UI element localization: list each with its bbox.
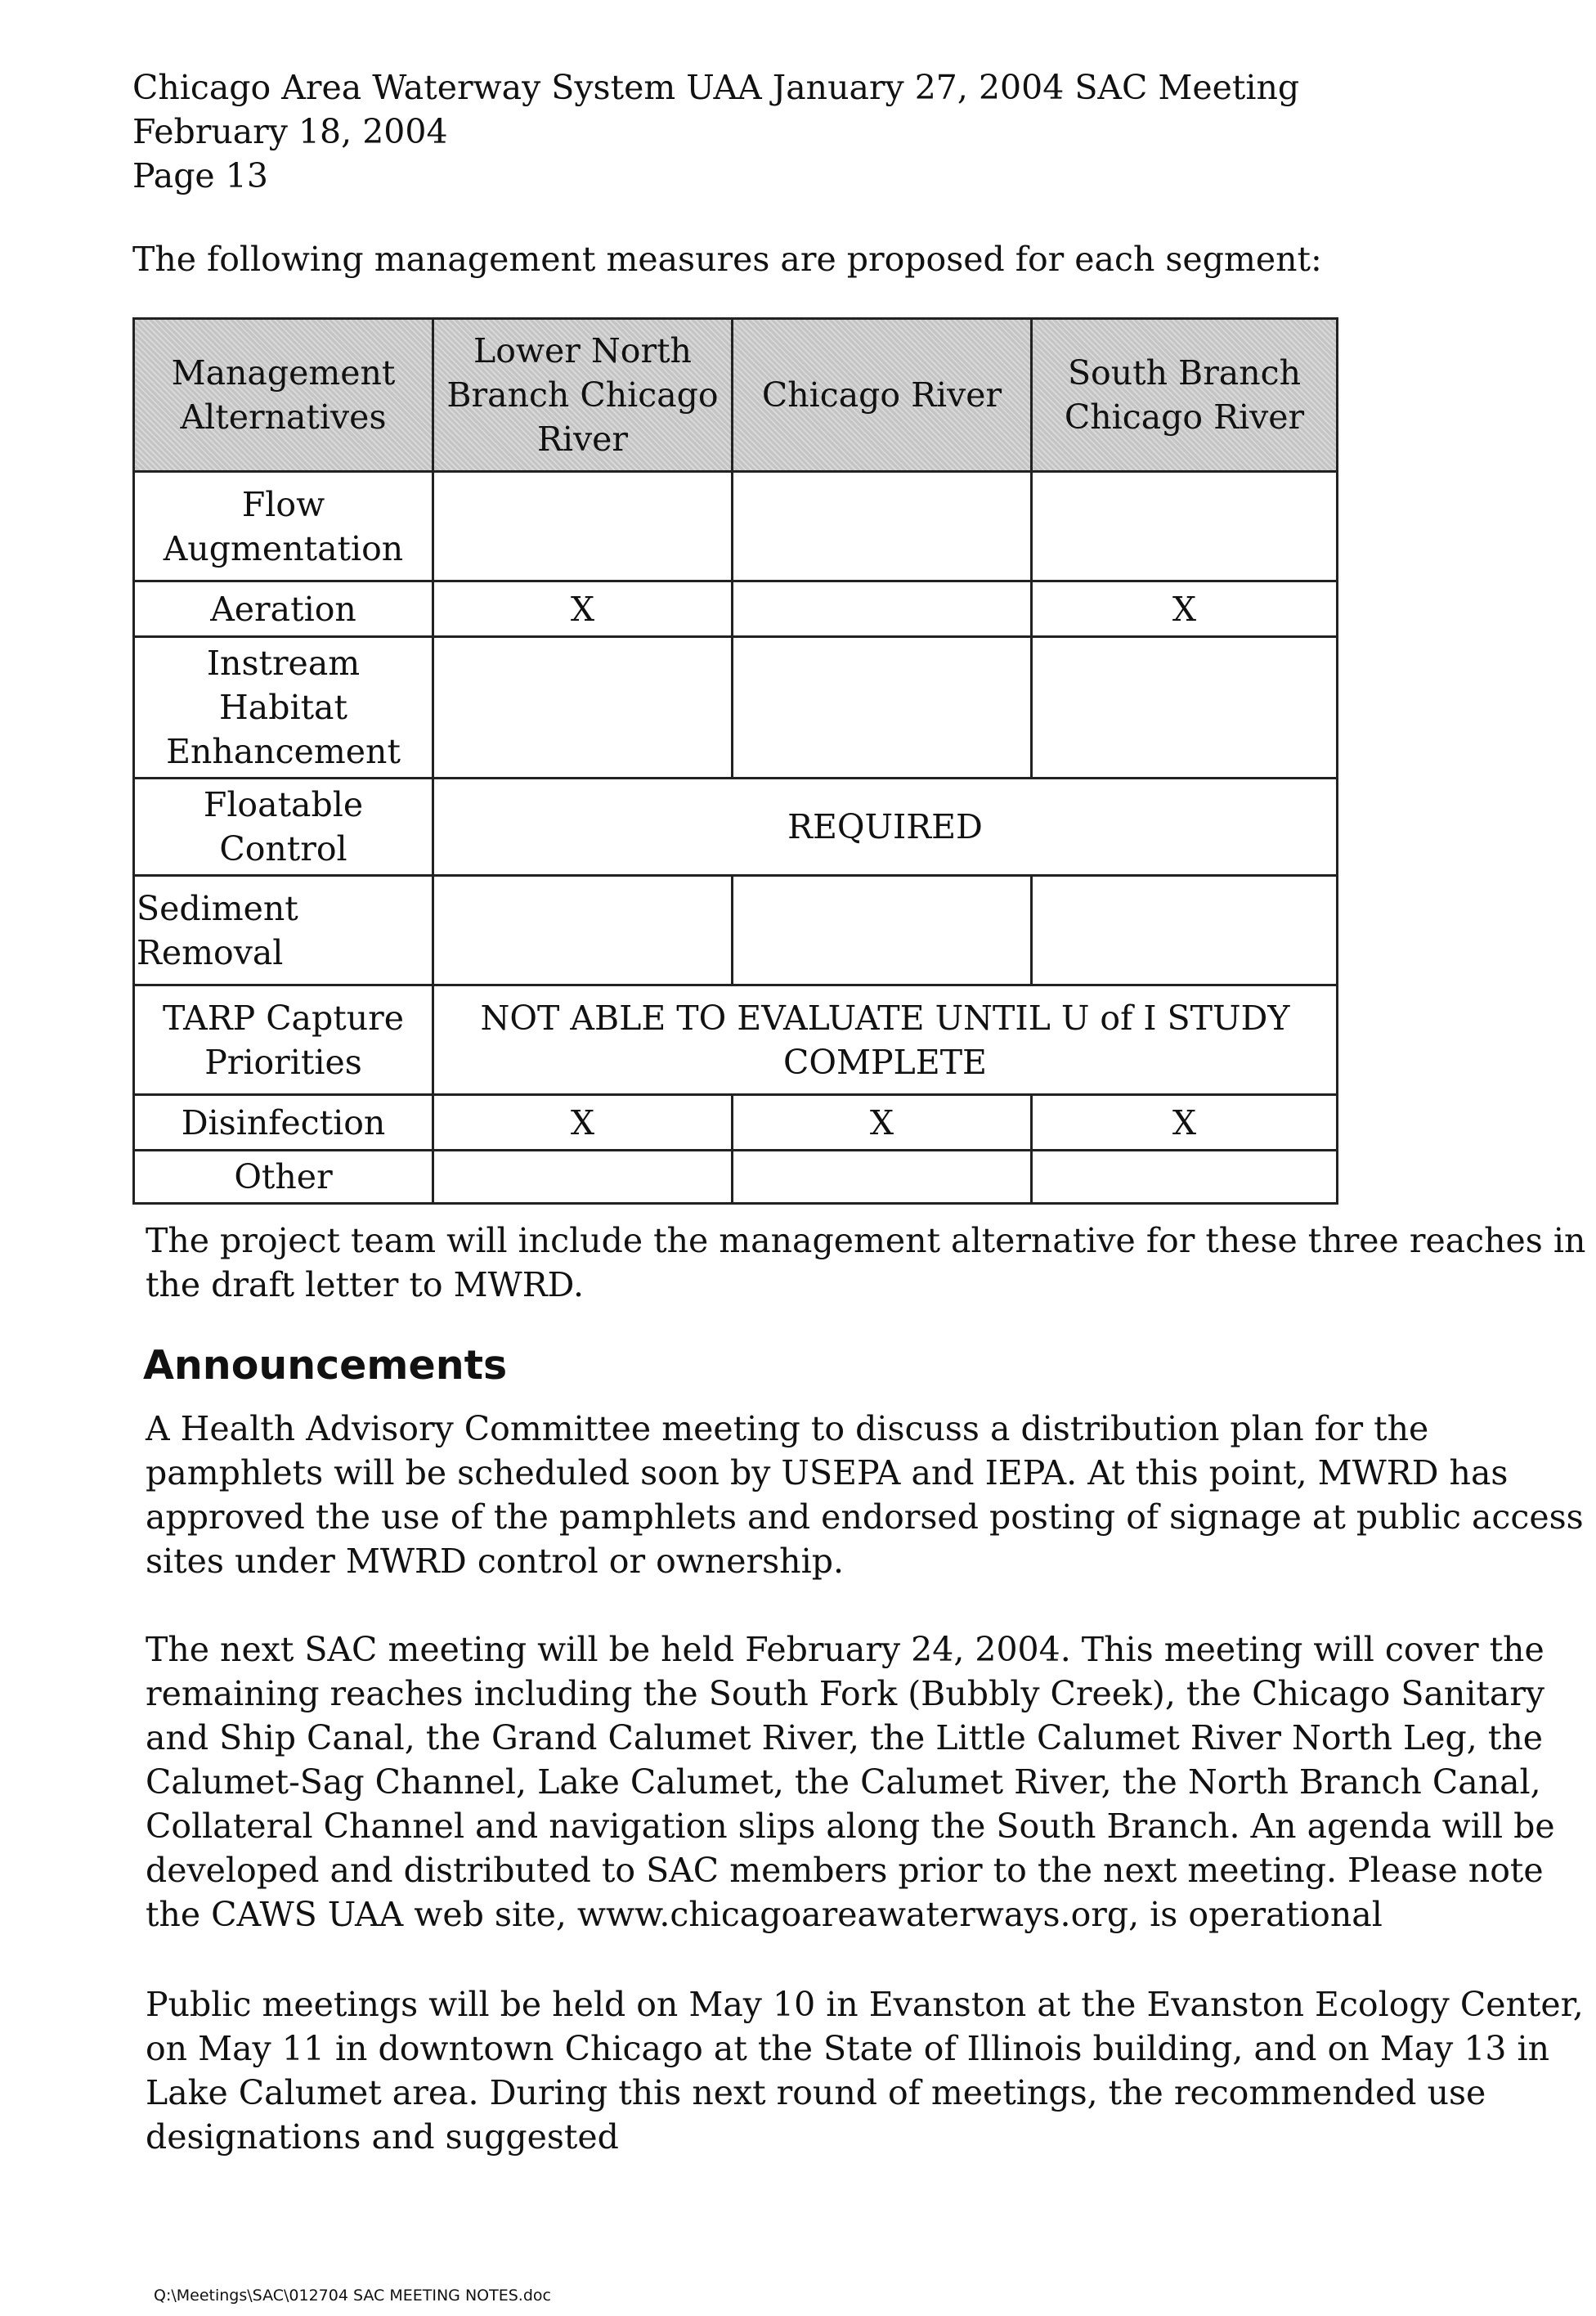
header-title: Chicago Area Waterway System UAA January 27, 2004 SAC Meeting (132, 68, 1300, 107)
table-row (134, 1151, 1338, 1204)
document-path-footer: Q:\Meetings\SAC\012704 SAC MEETING NOTES.doc (154, 2287, 551, 2305)
after-table-paragraph: The project team will include the management alternative for these three reaches in the draft letter to MWRD. (146, 1221, 1586, 1304)
announcements-paragraph-3: Public meetings will be held on May 10 in Evanston at the Evanston Ecology Center, on May 11 in downtown Chicago at the State of Illinois building, and on May 13 in Lake Calumet area. During this next round of meetings, the recommended use designations and suggested (146, 1985, 1584, 2157)
table-cell (733, 581, 1032, 637)
table-cell (433, 637, 733, 779)
table-cell (433, 876, 733, 985)
page-header (132, 65, 1299, 198)
table-cell: X (733, 1095, 1032, 1151)
table-cell: X (1032, 581, 1338, 637)
row-label: Sediment Removal (134, 876, 433, 985)
intro-sentence: The following management measures are proposed for each segment: (132, 240, 1322, 279)
table-cell (733, 876, 1032, 985)
header-south-branch: South Branch Chicago River (1032, 319, 1338, 472)
row-label: Floatable Control (134, 779, 433, 876)
table-cell (733, 472, 1032, 581)
table-cell: X (1032, 1095, 1338, 1151)
table-cell: X (433, 1095, 733, 1151)
table-row (134, 472, 1338, 581)
table-cell (1032, 1151, 1338, 1204)
announcements-paragraph-1: A Health Advisory Committee meeting to discuss a distribution plan for the pamphlets will be scheduled soon by USEPA and IEPA. At this point, MWRD has approved the use of the pamphlets and endorsed posting of signage at public access sites under MWRD control or ownership. (146, 1409, 1584, 1581)
row-label: Other (134, 1151, 433, 1204)
row-label: Instream Habitat Enhancement (134, 637, 433, 779)
row-label: Flow Augmentation (134, 472, 433, 581)
table-cell: X (433, 581, 733, 637)
table-cell (433, 1151, 733, 1204)
header-management-alternatives: Management Alternatives (134, 319, 433, 472)
table-header-row (134, 319, 1338, 472)
table-row (134, 1095, 1338, 1151)
table-cell (1032, 876, 1338, 985)
row-label: TARP Capture Priorities (134, 985, 433, 1095)
table-row (134, 637, 1338, 779)
row-label: Aeration (134, 581, 433, 637)
row-label: Disinfection (134, 1095, 433, 1151)
table-cell (1032, 637, 1338, 779)
table-row (134, 581, 1338, 637)
table-cell (433, 472, 733, 581)
merged-cell: REQUIRED (433, 779, 1338, 876)
table-row (134, 779, 1338, 876)
announcements-heading: Announcements (143, 1342, 508, 1389)
management-measures-table (132, 317, 1338, 1205)
announcements-paragraph-2: The next SAC meeting will be held February 24, 2004. This meeting will cover the remaining reaches including the South Fork (Bubbly Creek), the Chicago Sanitary and Ship Canal, the Grand Calumet River, the Little Calumet River North Leg, the Calumet-Sag Channel, Lake Calumet, the Calumet River, the North Branch Canal, Collateral Channel and navigation slips along the South Branch. An agenda will be developed and distributed to SAC members prior to the next meeting. Please note the CAWS UAA web site, www.chicagoareawaterways.org, is operational (146, 1630, 1555, 1934)
header-chicago-river: Chicago River (733, 319, 1032, 472)
table-row (134, 985, 1338, 1095)
header-page-number: Page 13 (132, 156, 268, 195)
table-cell (733, 637, 1032, 779)
merged-cell: NOT ABLE TO EVALUATE UNTIL U of I STUDY COMPLETE (433, 985, 1338, 1095)
header-lower-north-branch: Lower North Branch Chicago River (433, 319, 733, 472)
table-row (134, 876, 1338, 985)
table-cell (733, 1151, 1032, 1204)
header-date: February 18, 2004 (132, 112, 448, 151)
table-cell (1032, 472, 1338, 581)
